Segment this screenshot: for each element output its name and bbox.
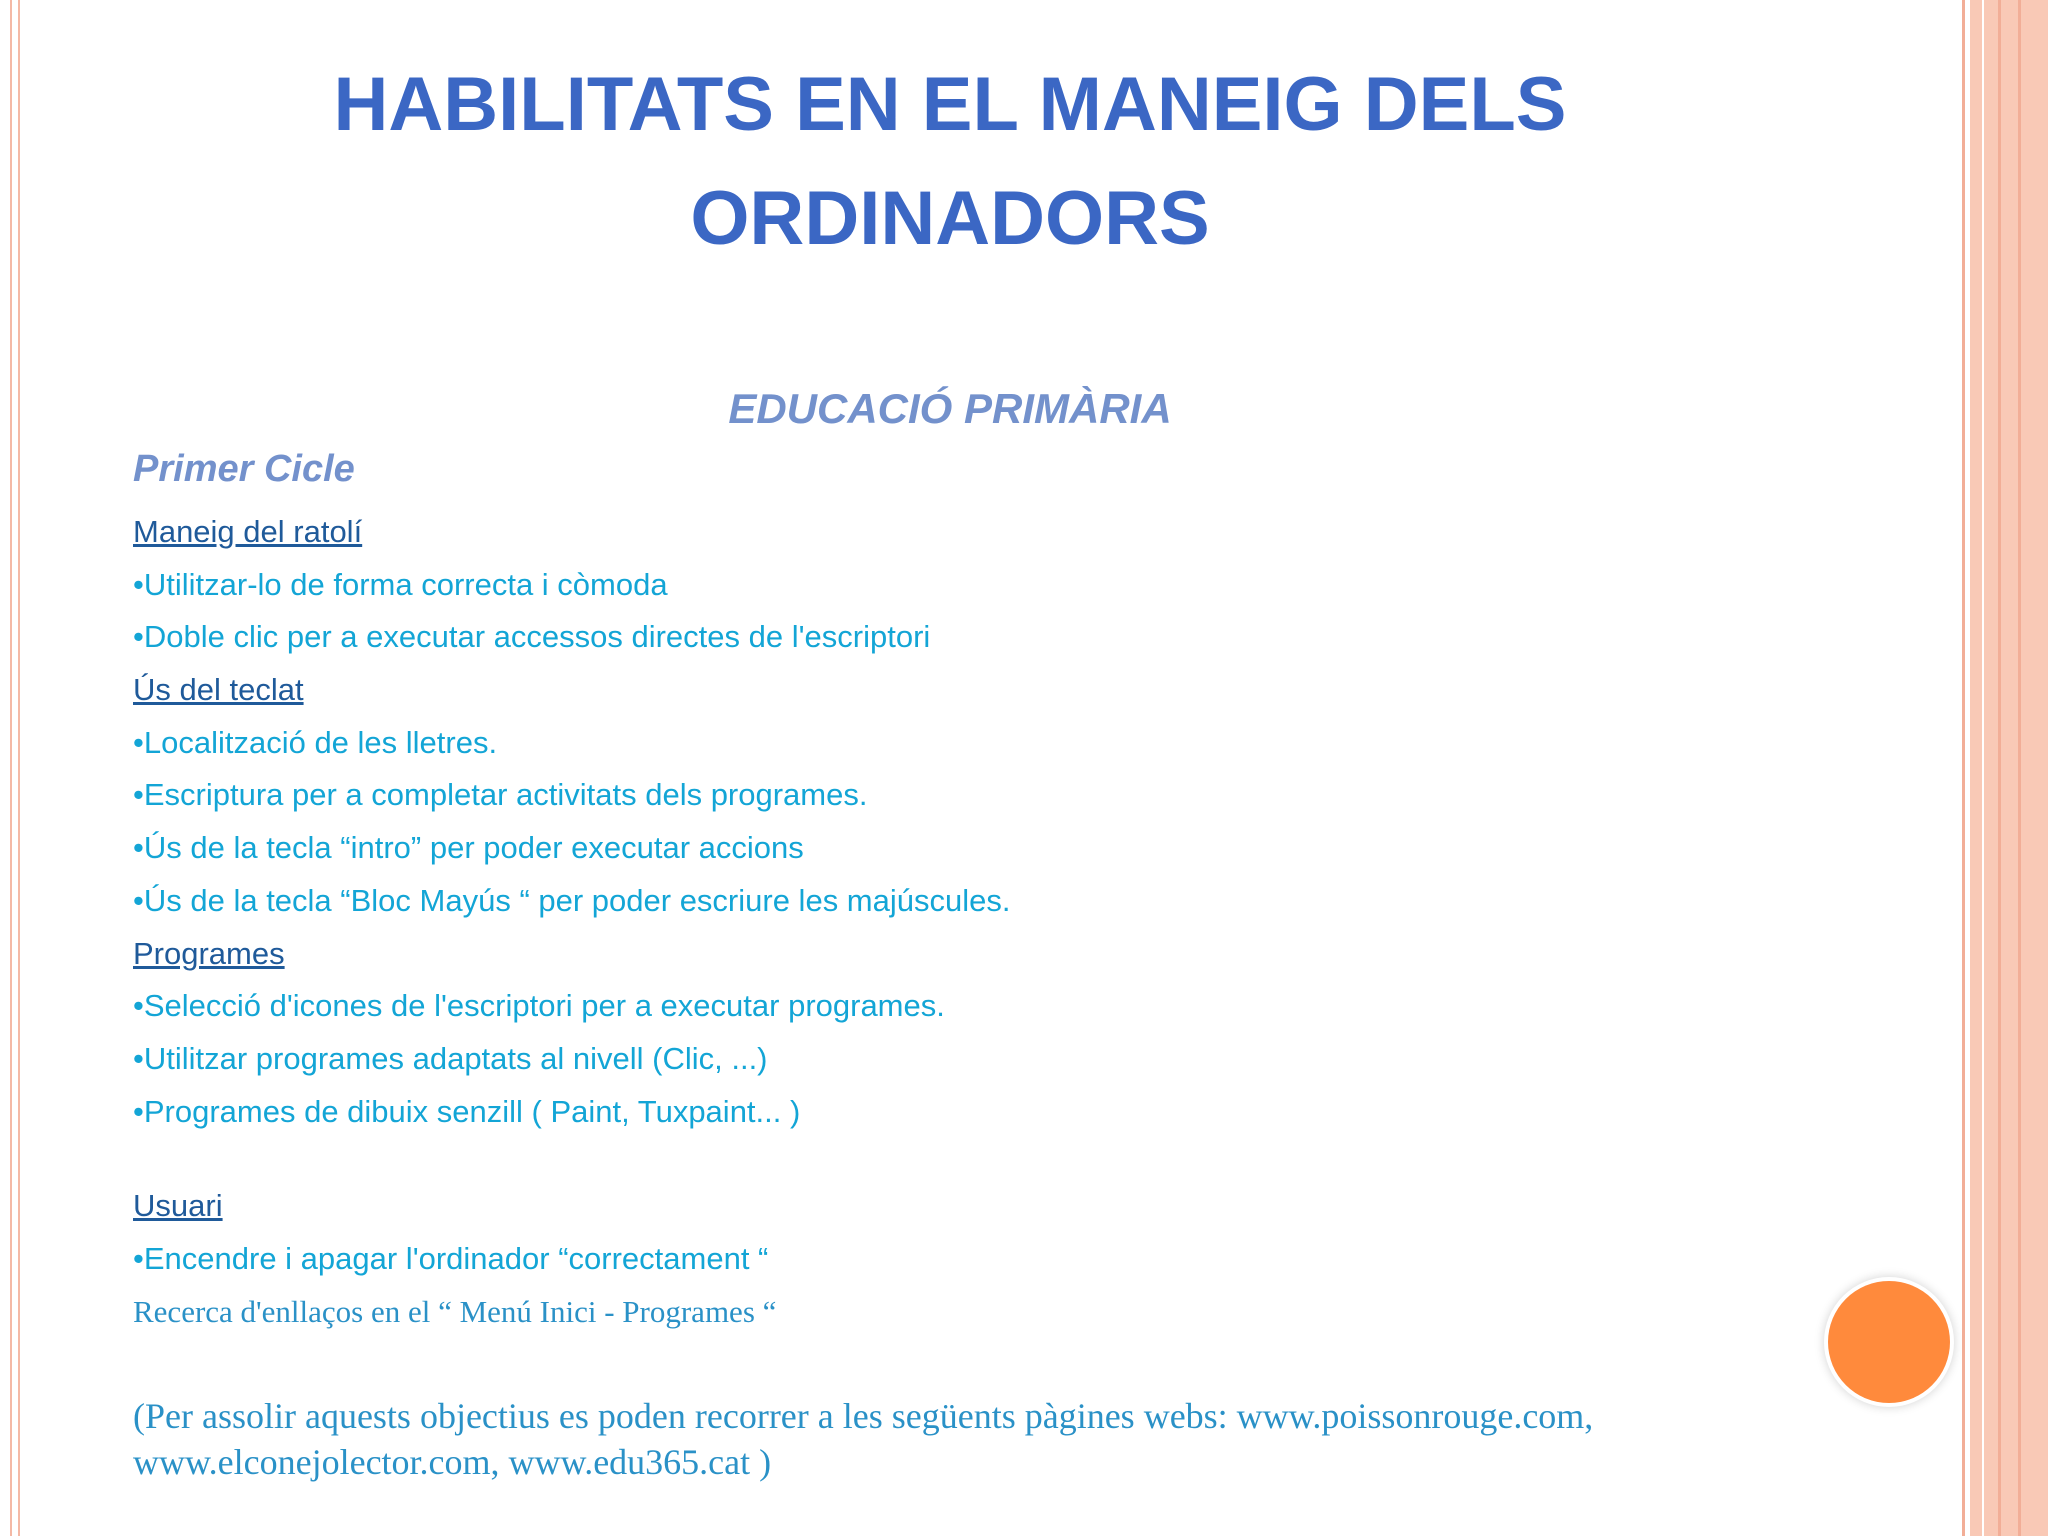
right-border-stripe	[1998, 0, 2001, 1536]
right-border-line	[1962, 0, 1965, 1536]
list-item: •Escriptura per a completar activitats dels programes.	[133, 777, 868, 813]
section-heading-programs: Programes	[133, 935, 285, 971]
list-item: •Encendre i apagar l'ordinador “correctament “	[133, 1240, 769, 1276]
resources-note-line-1: (Per assolir aquests objectius es poden recorrer a les següents pàgines webs: www.poissonrouge.com,	[133, 1396, 1594, 1436]
section-heading-keyboard: Ús del teclat	[133, 672, 304, 708]
resources-note	[133, 1393, 1733, 1485]
left-border-line-inner	[18, 0, 20, 1536]
section-heading-user: Usuari	[133, 1188, 223, 1224]
slide-content	[133, 506, 1783, 1338]
list-item: •Localització de les lletres.	[133, 724, 498, 760]
right-border-band-wide	[1984, 0, 2048, 1536]
slide-title-line-2: ORDINADORS	[690, 176, 1210, 261]
right-border-stripe-2	[2018, 0, 2021, 1536]
list-item: •Utilitzar-lo de forma correcta i còmoda	[133, 566, 668, 602]
slide-title	[150, 48, 1750, 276]
list-item: •Selecció d'icones de l'escriptori per a executar programes.	[133, 988, 945, 1024]
list-item: •Doble clic per a executar accessos directes de l'escriptori	[133, 619, 931, 655]
left-border-line	[10, 0, 12, 1536]
list-item: •Ús de la tecla “Bloc Mayús “ per poder escriure les majúscules.	[133, 882, 1011, 918]
cycle-label: Primer Cicle	[133, 448, 355, 490]
decorative-orange-circle	[1828, 1281, 1950, 1403]
list-item-start-menu: Recerca d'enllaços en el “ Menú Inici - Programes “	[133, 1293, 777, 1329]
list-item: •Programes de dibuix senzill ( Paint, Tuxpaint... )	[133, 1093, 801, 1129]
section-heading-mouse: Maneig del ratolí	[133, 514, 363, 549]
resources-note-line-2: www.elconejolector.com, www.edu365.cat )	[133, 1442, 772, 1482]
slide-subtitle: EDUCACIÓ PRIMÀRIA	[728, 385, 1172, 432]
list-item: •Ús de la tecla “intro” per poder executar accions	[133, 830, 804, 866]
right-border-band	[1970, 0, 1982, 1536]
slide-title-line-1: HABILITATS EN EL MANEIG DELS	[333, 62, 1567, 147]
list-item: •Utilitzar programes adaptats al nivell (Clic, ...)	[133, 1040, 768, 1076]
section-spacer	[133, 1138, 1783, 1180]
